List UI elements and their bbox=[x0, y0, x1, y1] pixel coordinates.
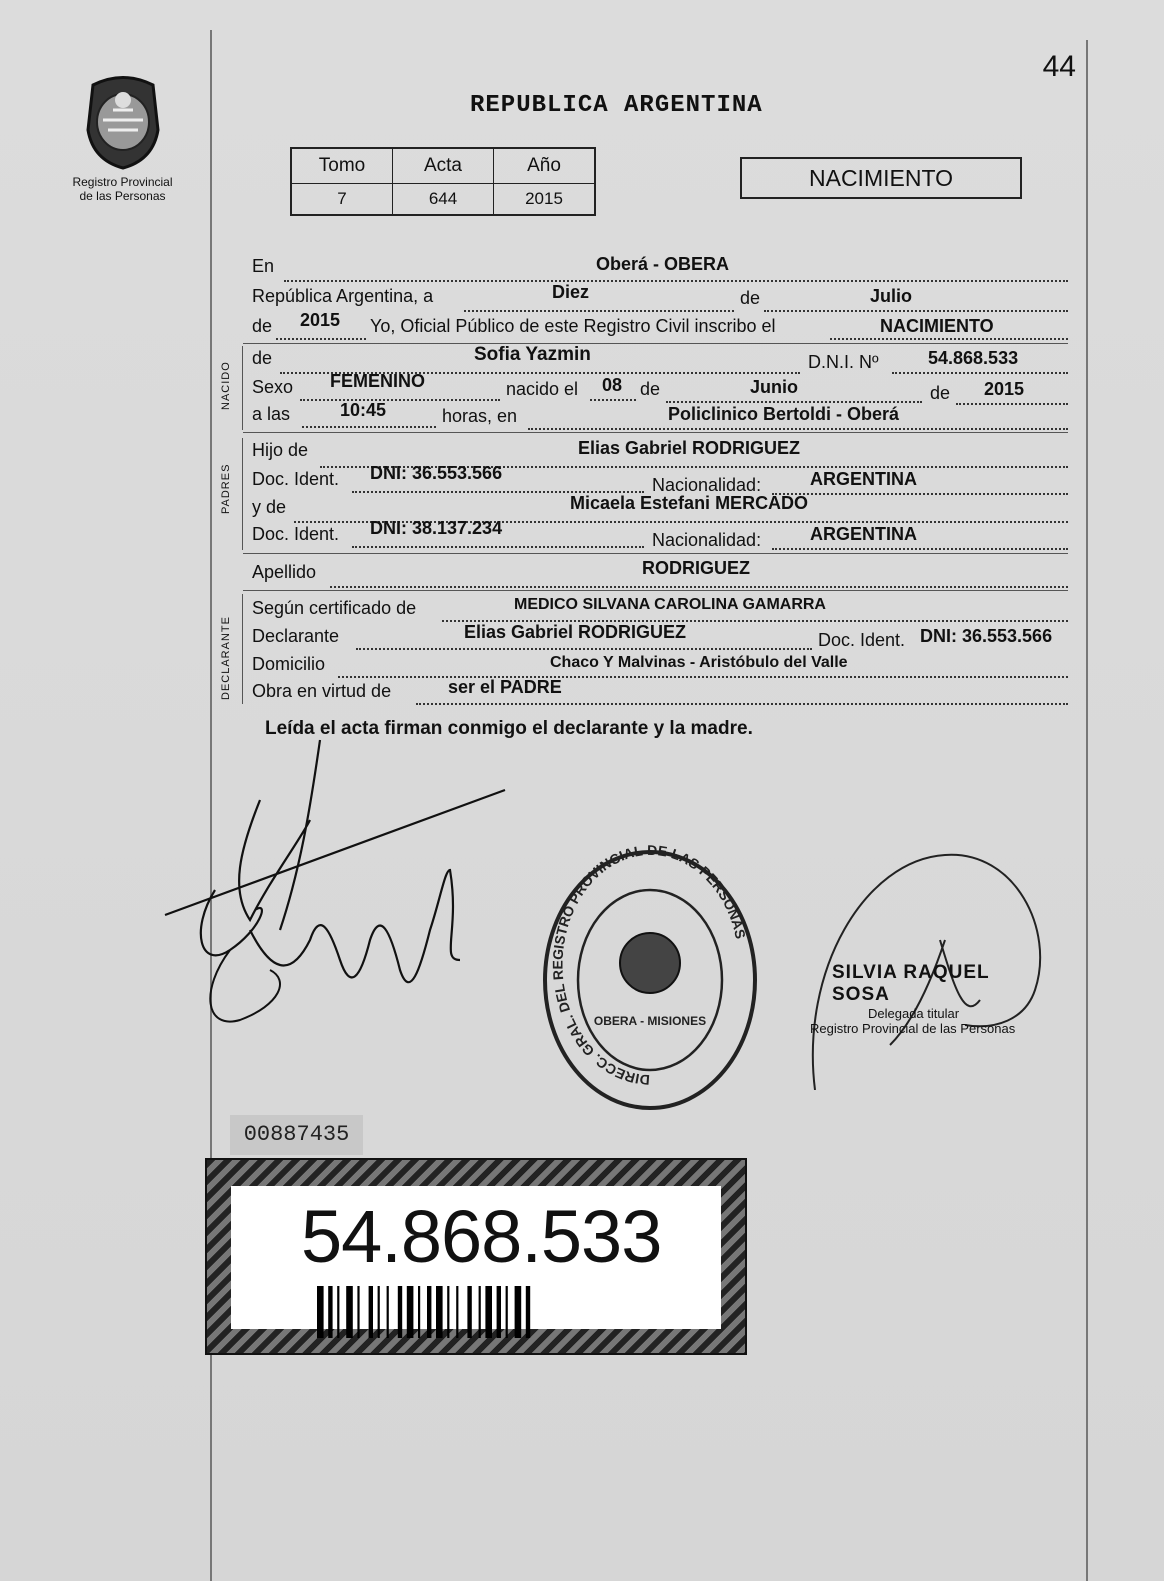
row-domicilio bbox=[252, 652, 1068, 680]
hora-value: 10:45 bbox=[340, 400, 387, 420]
barcode-number: 54.868.533 bbox=[301, 1195, 662, 1278]
barcode-bar bbox=[515, 1286, 522, 1338]
barcode-bar bbox=[337, 1286, 339, 1338]
barcode-bar bbox=[418, 1286, 420, 1338]
barcode-bar bbox=[398, 1286, 402, 1338]
logo-caption-line1: Registro Provincial bbox=[72, 175, 173, 189]
barcode-bar bbox=[456, 1286, 458, 1338]
province-crest-icon bbox=[73, 70, 173, 170]
nacido-label: nacido el bbox=[506, 379, 579, 399]
de-label: de bbox=[740, 288, 761, 308]
apellido-label: Apellido bbox=[252, 562, 317, 582]
yde-label: y de bbox=[252, 497, 287, 517]
madre-nac-value: ARGENTINA bbox=[810, 524, 917, 544]
section-divider bbox=[243, 343, 1068, 344]
apellido-value: RODRIGUEZ bbox=[642, 558, 750, 578]
nac-dia-value: 08 bbox=[602, 375, 623, 395]
barcode-bar bbox=[485, 1286, 492, 1338]
madre-value: Micaela Estefani MERCADO bbox=[570, 493, 809, 513]
anio-value: 2015 bbox=[494, 184, 596, 216]
row-obra bbox=[252, 679, 1068, 707]
official-name: SILVIA RAQUEL SOSA bbox=[832, 962, 990, 1005]
horas-label: horas, en bbox=[442, 406, 518, 426]
serial-number: 00887435 bbox=[230, 1115, 363, 1155]
domicilio-label: Domicilio bbox=[252, 654, 326, 674]
anio-text-value: 2015 bbox=[300, 310, 341, 330]
row-fecha bbox=[252, 282, 1068, 314]
row-apellido bbox=[252, 560, 1068, 588]
barcode-bar bbox=[497, 1286, 501, 1338]
nac-anio-value: 2015 bbox=[984, 379, 1025, 399]
madre-docident-label: Doc. Ident. bbox=[252, 524, 340, 544]
record-type-box: NACIMIENTO bbox=[740, 157, 1022, 199]
side-label-nacido: NACIDO bbox=[220, 361, 232, 410]
barcode-bar bbox=[346, 1286, 353, 1338]
dia-value: Diez bbox=[552, 282, 590, 302]
nombre-label: de bbox=[252, 348, 273, 368]
barcode-bar bbox=[357, 1286, 359, 1338]
de-label3: de bbox=[640, 379, 661, 399]
row-certificado bbox=[252, 596, 1068, 624]
registry-logo bbox=[60, 70, 185, 203]
stamp-ring-text: DIRECC. GRAL. DEL REGISTRO PROVINCIAL DE LAS PERSONAS bbox=[549, 845, 749, 1089]
official-name-block bbox=[810, 962, 1052, 1036]
barcode-bar bbox=[436, 1286, 443, 1338]
obra-value: ser el PADRE bbox=[448, 677, 562, 697]
page-number: 44 bbox=[1042, 50, 1076, 83]
certificado-value: MEDICO SILVANA CAROLINA GAMARRA bbox=[514, 596, 826, 613]
side-label-padres: PADRES bbox=[220, 463, 232, 514]
id-barcode-label bbox=[205, 1158, 747, 1355]
nombre-value: Sofia Yazmin bbox=[474, 344, 591, 365]
padre-doc-value: DNI: 36.553.566 bbox=[370, 463, 503, 483]
row-madre-doc bbox=[252, 518, 1068, 550]
sexo-value: FEMENINO bbox=[330, 371, 426, 391]
alas-label: a las bbox=[252, 404, 291, 424]
dni-value: 54.868.533 bbox=[928, 348, 1019, 368]
right-margin-line bbox=[1086, 40, 1088, 1581]
acta-value: 644 bbox=[393, 184, 494, 216]
row-lugar bbox=[252, 256, 1068, 284]
document-heading: REPUBLICA ARGENTINA bbox=[470, 92, 763, 119]
barcode-bar bbox=[369, 1286, 373, 1338]
padre-value: Elias Gabriel RODRIGUEZ bbox=[578, 438, 801, 458]
barcode-bar bbox=[407, 1286, 414, 1338]
registry-table bbox=[290, 147, 596, 216]
decl-doc-label: Doc. Ident. bbox=[818, 630, 906, 650]
de-label4: de bbox=[930, 383, 951, 403]
stamp-inner-text: OBERA - MISIONES bbox=[593, 1014, 707, 1028]
official-role: Delegada titular bbox=[868, 1006, 960, 1021]
segun-label: Según certificado de bbox=[252, 598, 417, 618]
official-office: Registro Provincial de las Personas bbox=[810, 1021, 1016, 1036]
tipo-value: NACIMIENTO bbox=[880, 316, 994, 336]
row-padre-doc bbox=[252, 463, 1068, 495]
anio-header: Año bbox=[494, 148, 596, 184]
sexo-label: Sexo bbox=[252, 377, 294, 397]
logo-caption-line2: de las Personas bbox=[79, 189, 166, 203]
lugar-value: Oberá - OBERA bbox=[596, 254, 730, 274]
barcode-bar bbox=[506, 1286, 508, 1338]
closing-statement: Leída el acta firman conmigo el declarante y la madre. bbox=[265, 718, 753, 739]
de-label2: de bbox=[252, 316, 273, 336]
tomo-value: 7 bbox=[291, 184, 393, 216]
republica-label: República Argentina, a bbox=[252, 286, 434, 306]
declarant-signature bbox=[160, 730, 520, 1040]
oficial-text: Yo, Oficial Público de este Registro Civil inscribo el bbox=[370, 316, 776, 336]
padre-nac-label: Nacionalidad: bbox=[652, 475, 762, 495]
barcode-bar bbox=[328, 1286, 332, 1338]
declarante-label: Declarante bbox=[252, 626, 340, 646]
domicilio-value: Chaco Y Malvinas - Aristóbulo del Valle bbox=[550, 654, 848, 671]
madre-nac-label: Nacionalidad: bbox=[652, 530, 762, 550]
barcode-bar bbox=[427, 1286, 431, 1338]
nac-mes-value: Junio bbox=[750, 377, 798, 397]
barcode-bar bbox=[467, 1286, 471, 1338]
lugar-nac-value: Policlinico Bertoldi - Oberá bbox=[668, 404, 900, 424]
acta-header: Acta bbox=[393, 148, 494, 184]
row-inscribo bbox=[252, 310, 1068, 342]
barcode-bar bbox=[387, 1286, 389, 1338]
barcode-bar bbox=[526, 1286, 530, 1338]
official-round-stamp bbox=[540, 845, 760, 1115]
barcode-bar bbox=[317, 1286, 324, 1338]
row-sexo bbox=[252, 371, 1068, 403]
tomo-header: Tomo bbox=[291, 148, 393, 184]
dni-label: D.N.I. Nº bbox=[808, 352, 879, 372]
mes-value: Julio bbox=[870, 286, 913, 306]
obra-label: Obra en virtud de bbox=[252, 681, 392, 701]
madre-doc-value: DNI: 38.137.234 bbox=[370, 518, 503, 538]
padre-nac-value: ARGENTINA bbox=[810, 469, 917, 489]
barcode-bar bbox=[447, 1286, 449, 1338]
barcode-bar bbox=[479, 1286, 481, 1338]
hijo-label: Hijo de bbox=[252, 440, 309, 460]
en-label: En bbox=[252, 256, 275, 276]
padre-docident-label: Doc. Ident. bbox=[252, 469, 340, 489]
row-declarante bbox=[252, 624, 1068, 652]
row-hora bbox=[252, 402, 1068, 430]
declarante-value: Elias Gabriel RODRIGUEZ bbox=[464, 622, 687, 642]
side-label-declarante: DECLARANTE bbox=[220, 616, 232, 700]
decl-doc-value: DNI: 36.553.566 bbox=[920, 626, 1053, 646]
barcode-bar bbox=[378, 1286, 380, 1338]
barcode-bars bbox=[317, 1286, 637, 1344]
